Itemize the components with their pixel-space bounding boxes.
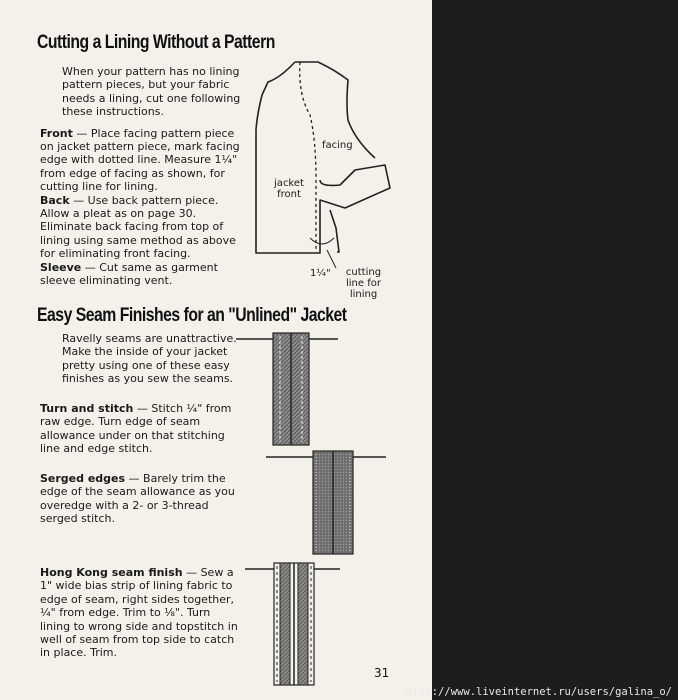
sleeve-text: — Cut same as garment sleeve eliminating vent. (40, 260, 218, 288)
turn-text: — Stitch ¼" from raw edge. Turn edge of seam allowance under on that stitching line and edge stitch. (40, 402, 232, 456)
hk-label: Hong Kong seam finish (40, 566, 183, 579)
dark-background (432, 0, 678, 700)
front-text: — Place facing pattern piece on jacket pattern piece, mark facing edge with dotted line. Measure 1¼" from edge of facing as shown, for cutting line for lining. (40, 126, 240, 194)
serged-illustration (266, 451, 386, 554)
seam-intro-text: Ravelly seams are unattractive. Make the inside of your jacket pretty using one of these easy finishes as you sew the seams. (62, 332, 237, 386)
serged-label: Serged edges (40, 472, 126, 485)
watermark-url: http://www.liveinternet.ru/users/galina_o/ (406, 686, 672, 698)
jacket-front-label: jacket front (274, 178, 304, 200)
section-title-lining: Cutting a Lining Without a Pattern (37, 32, 275, 53)
back-label: Back (40, 193, 70, 207)
front-label: Front (40, 126, 73, 140)
lining-intro: When your pattern has no lining pattern pieces, but your fabric needs a lining, cut one following these instructions. (62, 65, 241, 119)
turn-label: Turn and stitch (40, 402, 134, 415)
hk-text: — Sew a 1" wide bias strip of lining fabric to edge of seam, right sides together, ¼" from edge. Trim to ⅛". Turn lining to wrong side and topstitch in well of seam from top side to catch in place. Trim. (40, 566, 238, 660)
cutting-line-label: cutting line for lining (345, 267, 382, 300)
hong-kong-illustration (245, 563, 340, 685)
facing-label: facing (322, 140, 353, 151)
measure-label: 1¼" (310, 268, 331, 279)
back-text: — Use back pattern piece. Allow a pleat as on page 30. Eliminate back facing from top of lining using same method as above for eliminating front facing. (40, 193, 236, 261)
serged-text: — Barely trim the edge of the seam allowance as you overedge with a 2- or 3-thread serged stitch. (40, 472, 235, 526)
section-title-seams: Easy Seam Finishes for an "Unlined" Jacket (37, 305, 347, 326)
turn-stitch-illustration (236, 333, 338, 445)
page-number: 31 (374, 666, 390, 680)
sleeve-label: Sleeve (40, 260, 82, 274)
